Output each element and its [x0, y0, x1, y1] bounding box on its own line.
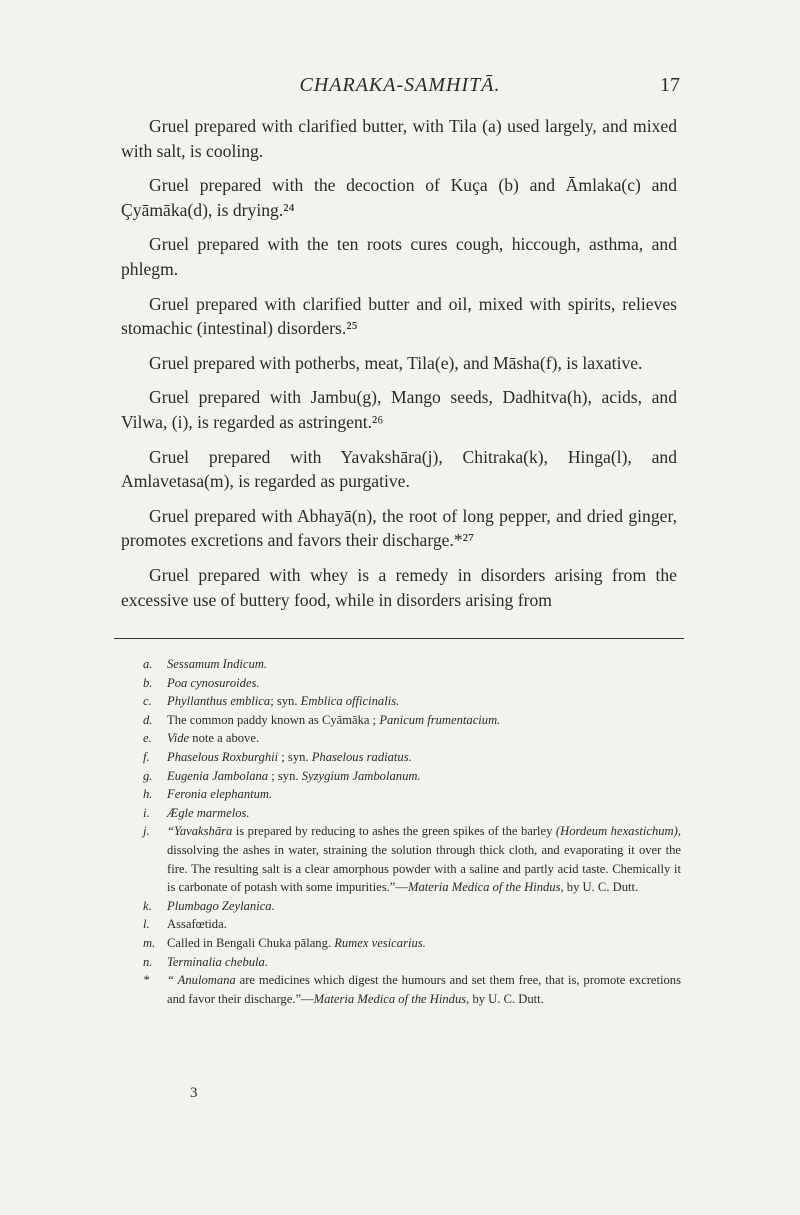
- footnote-text: Panicum frumentacium.: [379, 712, 501, 727]
- paragraph-4: Gruel prepared with clarified butter and oil, mixed with spirits, relieves stomachic (intestinal) disorders.²⁵: [121, 293, 677, 339]
- footnote-marker: h.: [143, 787, 153, 802]
- footnote-j: [121, 822, 681, 896]
- footnote-text: ; syn.: [278, 749, 312, 764]
- footnote-marker: *: [143, 973, 150, 988]
- footnote-marker: c.: [143, 694, 152, 709]
- footnote-k: [121, 897, 681, 916]
- footnote-a: [121, 655, 681, 674]
- footnote-text: Eugenia Jambolana: [167, 768, 269, 783]
- footnote-marker: f.: [143, 749, 150, 764]
- footnote-text: Called in Bengali Chuka pālang.: [167, 935, 335, 950]
- footnote-text: Vide: [167, 731, 190, 746]
- footnote-star: [121, 971, 681, 1008]
- footnote-text: Assafœtida.: [167, 917, 227, 932]
- footnote-text: ; syn.: [268, 768, 302, 783]
- footnote-marker: j.: [143, 824, 150, 839]
- footnote-text: are medicines which digest the humours and set them free, that is, promote excretions and favor their discharge.”—: [167, 973, 681, 1006]
- footnote-text: Sessamum Indicum.: [167, 657, 268, 671]
- footnote-d: [121, 711, 681, 730]
- footnote-text: Emblica officinalis.: [300, 694, 400, 709]
- footnote-marker: i.: [143, 805, 150, 820]
- paragraph-1: Gruel prepared with clarified butter, with Tila (a) used largely, and mixed with salt, is cooling.: [121, 116, 677, 161]
- footnotes: [121, 655, 681, 1008]
- paragraph-5: Gruel prepared with potherbs, meat, Tila(e), and Māsha(f), is laxative.: [149, 352, 643, 373]
- footnote-marker: d.: [143, 712, 153, 727]
- running-head: [120, 74, 680, 102]
- footnote-b: [121, 674, 681, 693]
- footnote-marker: b.: [143, 675, 153, 690]
- footnote-i: [121, 804, 681, 823]
- paragraph-2: Gruel prepared with the decoction of Kuça (b) and Āmlaka(c) and Çyāmāka(d), is drying.²⁴: [121, 175, 677, 220]
- footnote-text: is prepared by reducing to ashes the green spikes of the barley: [232, 824, 556, 839]
- footnote-text: “ Anulomana: [167, 973, 236, 988]
- footnote-text: , by U. C. Dutt.: [560, 880, 639, 895]
- footnote-text: Syzygium Jambolanum.: [301, 768, 421, 783]
- footnote-text: Rumex vesicarius.: [334, 935, 426, 950]
- paragraph-7: Gruel prepared with Yavakshāra(j), Chitraka(k), Hinga(l), and Amlavetasa(m), is regarded as purgative.: [121, 446, 677, 492]
- footnote-marker: e.: [143, 731, 152, 746]
- footnote-n: [121, 953, 681, 972]
- footnote-marker: n.: [143, 954, 153, 969]
- signature-mark: 3: [190, 1085, 198, 1101]
- footnote-text: Phaselous Roxburghii: [167, 749, 279, 764]
- running-title: CHARAKA-SAMHITĀ.: [299, 74, 501, 96]
- footnote-text: , by U. C. Dutt.: [466, 991, 544, 1006]
- footnote-m: [121, 934, 681, 953]
- paragraph-9: Gruel prepared with whey is a remedy in disorders arising from the excessive use of buttery food, while in disorders arising from: [121, 564, 677, 610]
- footnote-marker: l.: [143, 917, 150, 932]
- page-number: 17: [660, 74, 680, 96]
- footnote-text: Feronia elephantum.: [167, 787, 273, 802]
- footnote-text: (Hordeum hexastichum): [555, 824, 678, 839]
- footnote-g: [121, 767, 681, 786]
- footnote-marker: a.: [143, 657, 153, 671]
- footnote-text: The common paddy known as Cyāmāka ;: [167, 712, 380, 727]
- footnote-text: ; syn.: [270, 694, 301, 709]
- footnote-c: [121, 692, 681, 711]
- footnote-marker: g.: [143, 768, 153, 783]
- footnote-h: [121, 785, 681, 804]
- footnote-text: Plumbago Zeylanica.: [167, 898, 275, 913]
- footnote-text: note a above.: [189, 731, 260, 746]
- footnote-f: [121, 748, 681, 767]
- footnote-text: Phyllanthus emblica: [167, 694, 271, 709]
- footnote-text: Poa cynosuroides.: [167, 675, 260, 690]
- footnote-text: “Yavakshāra: [167, 824, 233, 839]
- footnote-marker: k.: [143, 898, 152, 913]
- footnote-text: , dissolving the ashes in water, straining the solution through thick cloth, and evaporating it over the fire. The resulting salt is a clear amorphous powder with a saline and partly acid taste. Chemically it is carbonate of potash with some impurities.”—: [167, 824, 681, 895]
- footnote-rule: [114, 638, 684, 639]
- footnote-marker: m.: [143, 935, 156, 950]
- footnote-text: Terminalia chebula.: [167, 954, 268, 969]
- body-text: [121, 114, 677, 622]
- footnote-e: [121, 729, 681, 748]
- paragraph-6: Gruel prepared with Jambu(g), Mango seeds, Dadhitva(h), acids, and Vilwa, (i), is regarded as astringent.²⁶: [121, 387, 677, 432]
- footnote-text: Ægle marmelos.: [167, 805, 250, 820]
- footnote-text: Materia Medica of the Hindus: [407, 880, 561, 895]
- paragraph-3: Gruel prepared with the ten roots cures cough, hiccough, asthma, and phlegm.: [121, 234, 677, 279]
- footnote-l: [121, 915, 681, 934]
- footnote-text: Materia Medica of the Hindus: [313, 991, 467, 1006]
- paragraph-8: Gruel prepared with Abhayā(n), the root of long pepper, and dried ginger, promotes excretions and favors their discharge.*²⁷: [121, 505, 677, 551]
- footnote-text: Phaselous radiatus.: [311, 749, 412, 764]
